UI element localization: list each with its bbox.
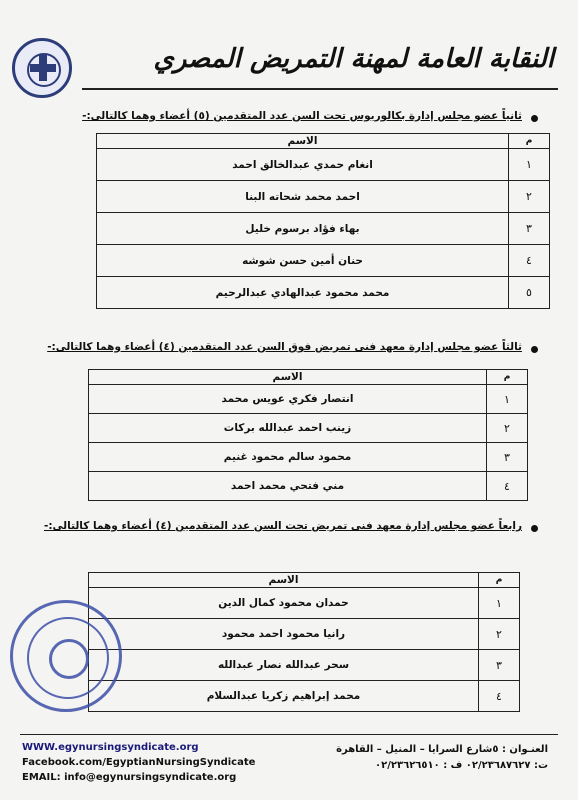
section-heading-3: ثالثاً عضو مجلس إدارة معهد فنى تمريض فوق السن عدد المتقدمين (٤) أعضاء وهما كالتالى:- [47,341,522,353]
column-header-num: م [509,134,550,149]
row-number: ٤ [509,245,550,277]
table-row [97,245,550,277]
member-name: احمد محمد شحاته البنا [97,181,509,213]
header-divider [82,88,558,90]
footer-divider [20,734,558,735]
column-header-num: م [487,370,528,385]
phone-fax-text: ت: ٠٢/٢٣٦٨٧٦٢٧ ف : ٠٢/٢٣٦٢٦٥١٠ [375,760,548,771]
table-row [89,588,520,619]
member-name: رانيا محمود احمد محمود [89,619,479,650]
members-table-institute-under-age [88,572,520,712]
row-number: ٤ [479,681,520,712]
page-title: النقابة العامة لمهنة التمريض المصري [153,44,554,74]
row-number: ١ [509,149,550,181]
table-row [97,213,550,245]
row-number: ١ [479,588,520,619]
table-row [97,181,550,213]
table-row [89,443,528,472]
column-header-name: الاسم [89,370,487,385]
member-name: مني فتحي محمد احمد [89,472,487,501]
members-table-bachelor-under-age [96,133,550,309]
member-name: انتصار فكري عويس محمد [89,385,487,414]
table-row [97,277,550,309]
section-heading-4: رابعاً عضو مجلس إدارة معهد فنى تمريض تحت السن عدد المتقدمين (٤) أعضاء وهما كالتالى:- [44,520,522,532]
member-name: سحر عبدالله نصار عبدالله [89,650,479,681]
row-number: ٣ [509,213,550,245]
member-name: محمد إبراهيم زكريا عبدالسلام [89,681,479,712]
table-row [89,650,520,681]
address-text: العنـوان : ٥شارع السرايا – المنيل – القاهرة [336,744,548,755]
bullet-icon [531,346,538,353]
row-number: ٣ [479,650,520,681]
column-header-num: م [479,573,520,588]
footer-contacts [22,740,255,785]
facebook-link[interactable]: Facebook.com/EgyptianNursingSyndicate [22,757,256,768]
row-number: ١ [487,385,528,414]
member-name: محمد محمود عبدالهادي عبدالرحيم [97,277,509,309]
row-number: ٥ [509,277,550,309]
column-header-name: الاسم [89,573,479,588]
table-row [89,619,520,650]
member-name: بهاء فؤاد برسوم خليل [97,213,509,245]
member-name: محمود سالم محمود غنيم [89,443,487,472]
bullet-icon [531,525,538,532]
bullet-icon [531,115,538,122]
table-row [97,149,550,181]
table-row [89,472,528,501]
website-link[interactable]: WWW.egynursingsyndicate.org [22,742,199,753]
member-name: زينب احمد عبدالله بركات [89,414,487,443]
row-number: ٢ [487,414,528,443]
row-number: ٣ [487,443,528,472]
row-number: ٤ [487,472,528,501]
column-header-name: الاسم [97,134,509,149]
footer-address-block [336,742,548,774]
row-number: ٢ [509,181,550,213]
table-row [89,681,520,712]
syndicate-stamp-icon [10,600,122,712]
row-number: ٢ [479,619,520,650]
member-name: انغام حمدي عبدالخالق احمد [97,149,509,181]
member-name: حنان أمين حسن شوشه [97,245,509,277]
section-heading-2: ثانياً عضو مجلس إدارة بكالوريوس تحت السن عدد المتقدمين (٥) أعضاء وهما كالتالى:- [82,110,522,122]
table-row [89,414,528,443]
syndicate-logo-icon [12,38,72,98]
email-link[interactable]: EMAIL: info@egynursingsyndicate.org [22,772,237,783]
table-row [89,385,528,414]
members-table-institute-over-age [88,369,528,501]
member-name: حمدان محمود كمال الدين [89,588,479,619]
